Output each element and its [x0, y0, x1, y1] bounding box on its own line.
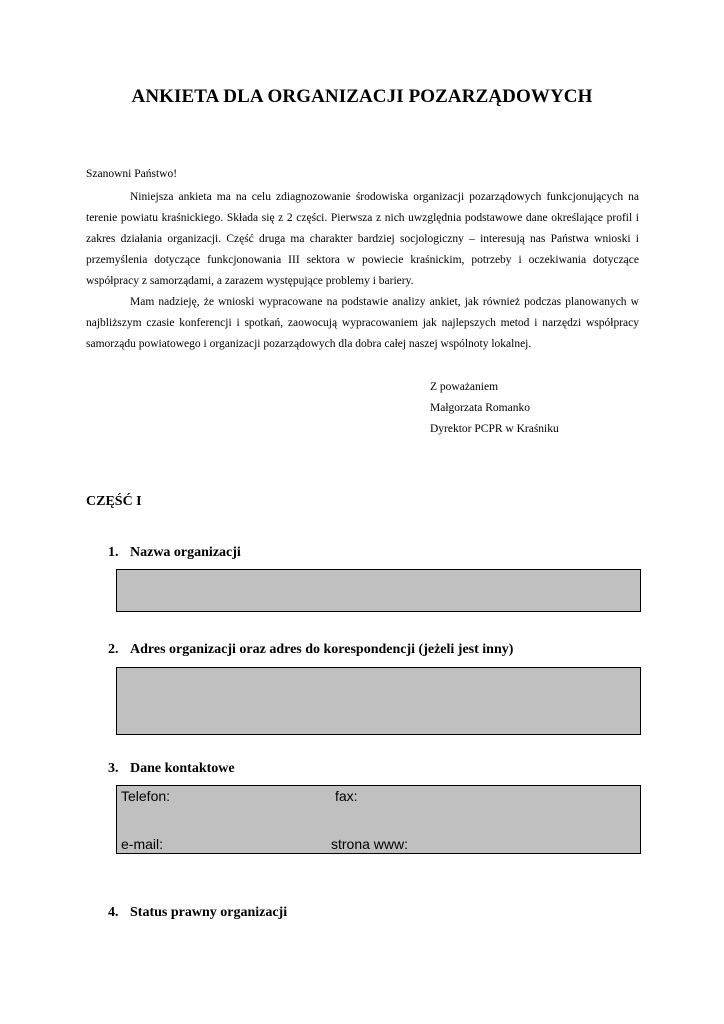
email-label: e-mail: — [121, 836, 164, 852]
signature-position: Dyrektor PCPR w Kraśniku — [430, 423, 559, 435]
signature-name: Małgorzata Romanko — [430, 402, 530, 414]
question-number: 2. — [108, 642, 119, 657]
question-number: 3. — [108, 761, 119, 776]
hope-paragraph: Mam nadzieję, że wnioski wypracowane na podstawie analizy ankiet, jak również podczas planowanych w najbliższym czasie konferencji i spotkań, zaowocują wypracowaniem jak najlepszych metod i narzędzi współpracy samorządu powiatowego i organizacji pozarządowych dla dobra całej naszej wspólnoty lokalnej. — [86, 296, 639, 350]
intro-paragraph: Niniejsza ankieta ma na celu zdiagnozowanie środowiska organizacji pozarządowych funkcjonujących na terenie powiatu kraśnickiego. Składa się z 2 części. Pierwsza z nich uwzględnia podstawowe dane określające profil i zakres działania organizacji. Część druga ma charakter bardziej socjologiczny – interesują nas Państwa wnioski i przemyślenia dotyczące funkcjonowania III sektora w powiecie kraśnickim, potrzeby i oczekiwania dotyczące współpracy z samorządami, a zarazem występujące problemy i bariery. — [86, 191, 639, 287]
question-1 — [108, 545, 241, 561]
greeting: Szanowni Państwo! — [86, 168, 178, 180]
organization-name-field[interactable] — [116, 569, 641, 612]
question-3 — [108, 761, 235, 777]
website-label: strona www: — [331, 836, 409, 852]
question-label: Status prawny organizacji — [130, 905, 288, 920]
question-number: 1. — [108, 545, 119, 560]
question-4 — [108, 905, 287, 921]
question-number: 4. — [108, 905, 119, 920]
phone-label: Telefon: — [121, 788, 171, 804]
question-label: Adres organizacji oraz adres do korespondencji (jeżeli jest inny) — [130, 642, 514, 657]
question-2 — [108, 642, 513, 658]
signature-block — [430, 377, 559, 440]
section-title: CZĘŚĆ I — [86, 494, 142, 509]
signature-closing: Z poważaniem — [430, 381, 499, 393]
question-label: Nazwa organizacji — [130, 545, 241, 560]
document-title: ANKIETA DLA ORGANIZACJI POZARZĄDOWYCH — [131, 86, 593, 107]
organization-address-field[interactable] — [116, 667, 641, 735]
fax-label: fax: — [335, 788, 358, 804]
contact-details-field[interactable] — [116, 785, 641, 854]
question-label: Dane kontaktowe — [130, 761, 235, 776]
